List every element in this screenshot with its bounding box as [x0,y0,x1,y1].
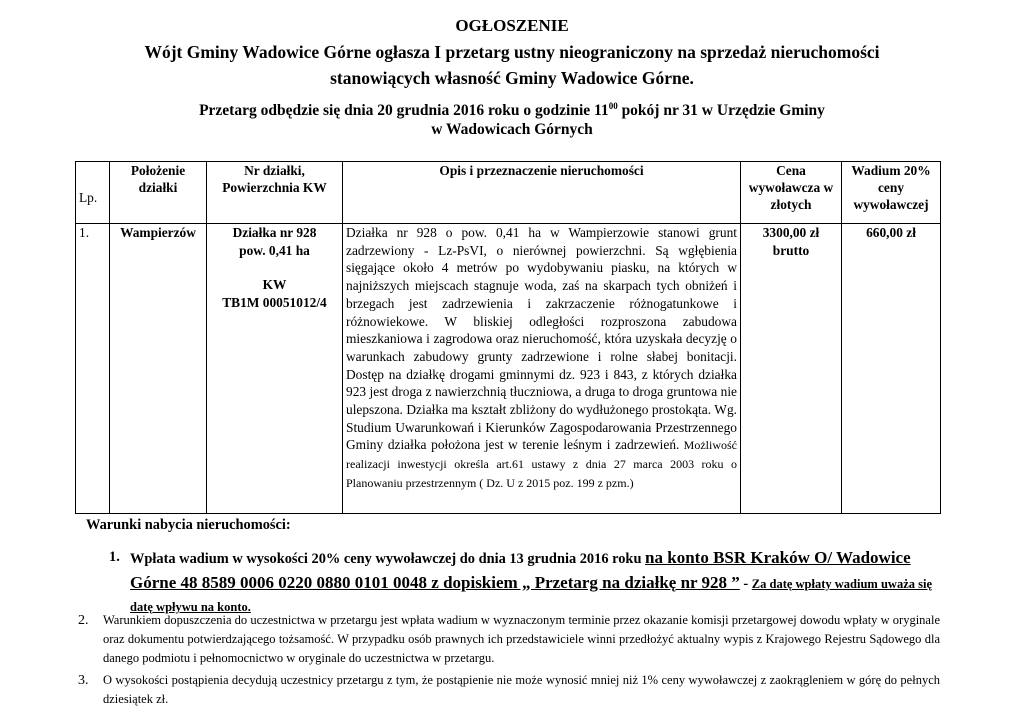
table-row [76,224,941,514]
header-description: Opis i przeznaczenie nieruchomości [343,162,741,224]
auction-place-line: w Wadowicach Górnych [431,121,593,138]
cell-plot [207,224,343,514]
property-table [75,161,941,514]
cell-lp: 1. [76,224,110,514]
date-line-minutes: 00 [608,101,618,111]
header-line-1: Wójt Gminy Wadowice Górne ogłasza I przetarg ustny nieograniczony na sprzedaż nieruchomości [144,42,880,62]
header-price: Cena wywoławcza w złotych [741,162,842,224]
header-plot: Nr działki, Powierzchnia KW [207,162,343,224]
condition-1-separator: - [739,576,752,592]
condition-2-number: 2. [78,613,89,628]
conditions-title: Warunki nabycia nieruchomości: [86,517,291,533]
header-wadium: Wadium 20% ceny wywoławczej [842,162,941,224]
header-location: Położenie działki [110,162,207,224]
condition-1-number: 1. [109,549,120,565]
cell-location: Wampierzów [110,224,207,514]
price-value: 3300,00 zł [762,225,820,240]
description-legal-note: Możliwość realizacji inwestycji określa art.61 ustawy z dnia 27 marca 2003 roku o Planowaniu przestrzennym ( Dz. U z 2015 poz. 199 z pzm.) [346,438,737,490]
document-title: OGŁOSZENIE [455,16,569,35]
table-header-row [76,162,941,224]
condition-3-number: 3. [78,673,89,688]
plot-kw-label: KW [262,277,287,293]
date-line-post: pokój nr 31 w Urzędzie Gminy [617,102,825,120]
cell-wadium: 660,00 zł [842,224,941,514]
condition-1-date-note: Za datę wpłaty wadium uważa się datę wpływu na konto. [130,577,932,614]
header-lp: Lp. [76,162,110,224]
condition-item-1 [109,546,939,619]
plot-number: Działka nr 928 [232,225,317,240]
plot-area: pow. 0,41 ha [239,242,310,258]
cell-description [343,224,741,514]
plot-kw-number: TB1M 00051012/4 [222,295,327,311]
condition-3-text: O wysokości postąpienia decydują uczestnicy przetargu z tym, że postąpienie nie może wynosić mniej niż 1% ceny wywoławczej z zaokrągleniem w górę do pełnych dziesiątek zł. [103,673,940,706]
condition-item-2 [78,611,940,668]
header-line-2: stanowiących własność Gminy Wadowice Górne. [330,68,694,88]
condition-1-bank-account: na konto BSR Kraków O/ Wadowice Górne 48 8589 0006 0220 0880 0101 0048 z dopiskiem „ Przetarg na działkę nr 928 ” [130,548,911,592]
auction-date-line [0,101,1024,120]
condition-1-text: Wpłata wadium w wysokości 20% ceny wywoławczej do dnia 13 grudnia 2016 roku [130,551,646,567]
date-line-pre: Przetarg odbędzie się dnia 20 grudnia 2016 roku o godzinie 11 [199,102,609,120]
price-note: brutto [772,242,810,258]
condition-2-text: Warunkiem dopuszczenia do uczestnictwa w przetargu jest wpłata wadium w wyznaczonym terminie przez okazanie komisji przetargowej dowodu wpłaty w oryginale oraz dokumentu potwierdzającego tożsamość. W przypadku osób prawnych ich przedstawiciele winni przedłożyć aktualny wypis z Krajowego Rejestru Sądowego dla danego podmiotu i pełnomocnictwo w oryginale do uczestnictwa w przetargu. [103,613,940,665]
cell-price [741,224,842,514]
condition-item-3 [78,671,940,709]
description-text: Działka nr 928 o pow. 0,41 ha w Wampierzowie stanowi grunt zadrzewiony - Lz-PsVI, o nierównej powierzchni. Są wgłębienia sięgające około 4 metrów po wydobywaniu piasku, na których w najniższych miejscach stagnuje woda, zaś na skarpach tych obniżeń i brzegach jest zadrzewienia i zakrzaczenie różnogatunkowe i różnowiekowe. W bliskiej odległości rozproszona zabudowa mieszkaniowa i zagrodowa oraz nieruchomość, która uzyskała decyzję o warunkach zabudowy grunty zadrzewione i rolne słabej bonitacji. Dostęp na działkę drogami gminnymi dz. 923 i 843, z których działka 923 jest droga z nawierzchnią tłuczniowa, a druga to droga gruntowa nie ulepszona. Działka ma kształt zbliżony do wydłużonego prostokąta. Wg. Studium Uwarunkowań i Kierunków Zagospodarowania Przestrzennego Gminy działka położona jest w terenie leśnym i zadrzewień. [346,225,737,453]
